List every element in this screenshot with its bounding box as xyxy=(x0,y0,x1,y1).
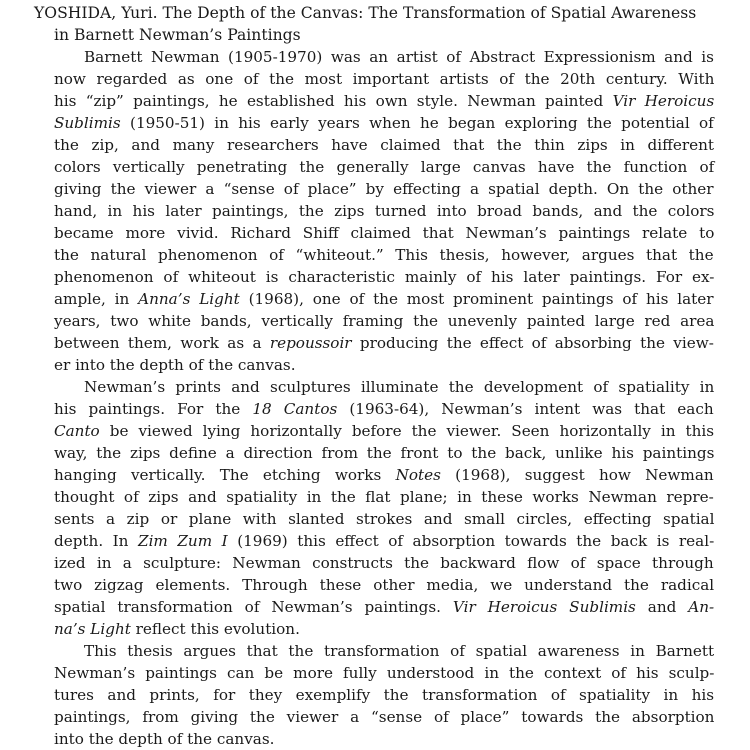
line-text: paintings, from giving the viewer a “sense of place” towards the absorption xyxy=(54,708,715,726)
abstract-line xyxy=(54,354,296,376)
line-text: way, the zips define a direction from the front to the back, unlike his paintings xyxy=(54,444,715,462)
abstract-line xyxy=(54,134,714,156)
abstract-line xyxy=(54,728,274,750)
italic-title-text: Canto xyxy=(54,422,100,440)
line-text: colors vertically penetrating the generally large canvas have the function of xyxy=(54,158,715,176)
line-text: tures and prints, for they exemplify the transformation of spatiality in his xyxy=(54,686,715,704)
line-text: er into the depth of the canvas. xyxy=(54,356,296,374)
line-text: his “zip” paintings, he established his own style. Newman painted xyxy=(54,92,613,110)
italic-title-text: repoussoir xyxy=(269,334,352,352)
line-text: (1969) this effect of absorption towards the back is real- xyxy=(227,532,715,550)
line-text: two zigzag elements. Through these other media, we understand the radical xyxy=(54,576,715,594)
line-text: (1968), one of the most prominent paintings of his later xyxy=(239,290,714,308)
abstract-line xyxy=(54,222,714,244)
abstract-line xyxy=(54,662,714,684)
abstract-line xyxy=(54,508,714,530)
italic-title-text: An- xyxy=(688,598,715,616)
line-text: Newman’s paintings can be more fully understood in the context of his sculp- xyxy=(54,664,715,682)
abstract-line xyxy=(54,266,714,288)
abstract-line xyxy=(54,156,714,178)
line-text: producing the effect of absorbing the view- xyxy=(351,334,714,352)
abstract-line xyxy=(54,398,714,420)
abstract-line xyxy=(54,112,714,134)
line-text: Newman’s prints and sculptures illuminate the development of spatiality in xyxy=(84,378,715,396)
line-text: ample, in xyxy=(54,290,139,308)
line-text: into the depth of the canvas. xyxy=(54,730,275,748)
line-text: hanging vertically. The etching works xyxy=(54,466,396,484)
line-text: between them, work as a xyxy=(54,334,270,352)
line-text: spatial transformation of Newman’s paintings. xyxy=(54,598,453,616)
italic-title-text: Anna’s Light xyxy=(138,290,240,308)
line-text: his paintings. For the xyxy=(54,400,253,418)
line-text: be viewed lying horizontally before the viewer. Seen horizontally in this xyxy=(99,422,715,440)
citation-title-line-1: YOSHIDA, Yuri. The Depth of the Canvas: The Transformation of Spatial Awareness xyxy=(34,4,697,22)
abstract-line xyxy=(54,244,714,266)
abstract-line xyxy=(54,530,714,552)
abstract-line xyxy=(54,288,714,310)
italic-title-text: Vir Heroicus Sublimis xyxy=(452,598,636,616)
line-text: ized in a sculpture: Newman constructs the backward flow of space through xyxy=(54,554,714,572)
abstract-line xyxy=(54,332,714,354)
abstract-line xyxy=(54,574,714,596)
abstract-line xyxy=(54,552,714,574)
line-text: depth. In xyxy=(54,532,139,550)
line-text: giving the viewer a “sense of place” by effecting a spatial depth. On the other xyxy=(54,180,714,198)
line-text: (1968), suggest how Newman xyxy=(440,466,714,484)
abstract-line xyxy=(54,310,714,332)
abstract-line xyxy=(84,640,714,662)
line-text: phenomenon of whiteout is characteristic mainly of his later paintings. For ex- xyxy=(54,268,715,286)
abstract-line xyxy=(54,420,714,442)
line-text: years, two white bands, vertically framing the unevenly painted large red area xyxy=(54,312,715,330)
abstract-line xyxy=(84,46,714,68)
line-text: the zip, and many researchers have claimed that the thin zips in different xyxy=(54,136,714,154)
abstract-line xyxy=(54,486,714,508)
line-text: became more vivid. Richard Shiff claimed that Newman’s paintings relate to xyxy=(54,224,715,242)
abstract-line xyxy=(84,376,714,398)
line-text: Barnett Newman (1905-1970) was an artist of Abstract Expressionism and is xyxy=(84,48,714,66)
citation-title-line-2: in Barnett Newman’s Paintings xyxy=(54,26,301,44)
line-text: hand, in his later paintings, the zips turned into broad bands, and the colors xyxy=(54,202,715,220)
line-text: now regarded as one of the most important artists of the 20th century. With xyxy=(54,70,715,88)
italic-title-text: Notes xyxy=(395,466,441,484)
italic-title-text: Zim Zum I xyxy=(138,532,228,550)
line-text: and xyxy=(635,598,689,616)
abstract-line xyxy=(54,464,714,486)
abstract-line xyxy=(54,618,300,640)
line-text: the natural phenomenon of “whiteout.” This thesis, however, argues that the xyxy=(54,246,714,264)
line-text: thought of zips and spatiality in the flat plane; in these works Newman repre- xyxy=(54,488,714,506)
line-text: (1963-64), Newman’s intent was that each xyxy=(337,400,714,418)
italic-title-text: na’s Light xyxy=(54,620,131,638)
line-text: reflect this evolution. xyxy=(130,620,300,638)
abstract-line xyxy=(54,68,714,90)
italic-title-text: Sublimis xyxy=(54,114,121,132)
abstract-line xyxy=(54,200,714,222)
abstract-line xyxy=(54,90,714,112)
abstract-line xyxy=(54,442,714,464)
abstract-line xyxy=(54,684,714,706)
line-text: This thesis argues that the transformation of spatial awareness in Barnett xyxy=(84,642,715,660)
italic-title-text: 18 Cantos xyxy=(252,400,338,418)
line-text: (1950-51) in his early years when he began exploring the potential of xyxy=(120,114,714,132)
line-text: sents a zip or plane with slanted strokes and small circles, effecting spatial xyxy=(54,510,715,528)
italic-title-text: Vir Heroicus xyxy=(612,92,715,110)
abstract-line xyxy=(54,178,714,200)
abstract-line xyxy=(54,706,714,728)
abstract-line xyxy=(54,596,714,618)
